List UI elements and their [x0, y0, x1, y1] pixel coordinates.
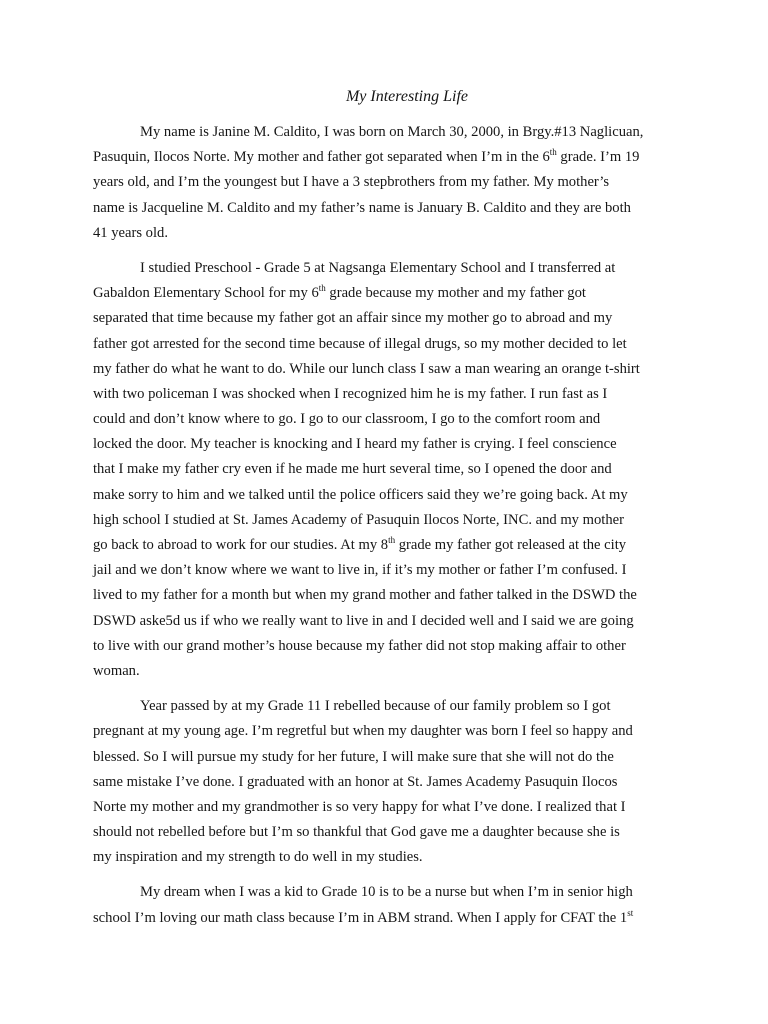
document-body: [93, 120, 679, 941]
text-run: to live with our grand mother’s house because my father did not stop making affair to other: [93, 637, 626, 654]
text-run: should not rebelled before but I’m so thankful that God gave me a daughter because she is: [93, 824, 620, 841]
text-line: [93, 820, 679, 845]
text-line: [93, 745, 679, 770]
text-line: [93, 659, 679, 684]
text-line: [93, 357, 679, 382]
text-line: [93, 845, 679, 870]
text-line: [93, 145, 679, 170]
text-line: [93, 694, 679, 719]
text-line: [93, 407, 679, 432]
text-run: with two policeman I was shocked when I recognized him he is my father. I run fast as I: [93, 385, 608, 402]
text-line: [93, 382, 679, 407]
text-run: separated that time because my father got an affair since my mother go to abroad and my: [93, 310, 613, 327]
text-run: My name is Janine M. Caldito, I was born on March 30, 2000, in Brgy.#13 Naglicuan,: [140, 124, 644, 140]
text-run: years old, and I’m the youngest but I have a 3 stepbrothers from my father. My mother’s: [93, 174, 610, 191]
text-line: [93, 221, 679, 246]
text-line: [93, 795, 679, 820]
text-run: grade. I’m 19: [556, 149, 640, 166]
text-run: grade my father got released at the city: [395, 537, 627, 553]
text-run: that I make my father cry even if he made me hurt several time, so I opened the door and: [93, 461, 612, 478]
text-line: [93, 281, 679, 306]
superscript: th: [388, 535, 396, 545]
text-line: [93, 332, 679, 357]
text-run: My dream when I was a kid to Grade 10 is to be a nurse but when I’m in senior high: [140, 884, 633, 901]
text-line: [93, 609, 679, 634]
text-line: [93, 170, 679, 195]
text-run: high school I studied at St. James Academy of Pasuquin Ilocos Norte, INC. and my mother: [93, 511, 624, 528]
text-line: [93, 306, 679, 331]
text-run: I studied Preschool - Grade 5 at Nagsanga Elementary School and I transferred at: [140, 259, 616, 276]
text-run: pregnant at my young age. I’m regretful but when my daughter was born I feel so happy and: [93, 723, 633, 740]
text-line: [93, 508, 679, 533]
text-run: name is Jacqueline M. Caldito and my father’s name is January B. Caldito and they are both: [93, 199, 631, 216]
text-run: Year passed by at my Grade 11 I rebelled because of our family problem so I got: [140, 698, 611, 715]
text-line: [93, 432, 679, 457]
text-line: [93, 457, 679, 482]
paragraph: [93, 880, 679, 930]
text-line: [93, 558, 679, 583]
text-run: grade because my mother and my father got: [325, 285, 586, 302]
document-title: My Interesting Life: [345, 88, 469, 105]
text-run: woman.: [93, 662, 140, 679]
superscript: st: [627, 907, 634, 918]
text-run: my inspiration and my strength to do well in my studies.: [93, 849, 423, 866]
text-line: [93, 256, 679, 281]
superscript: th: [318, 283, 326, 294]
text-line: [93, 719, 679, 744]
text-run: Gabaldon Elementary School for my 6: [93, 285, 319, 302]
text-line: [93, 880, 679, 905]
text-run: 41 years old.: [93, 224, 168, 241]
text-run: go back to abroad to work for our studies. At my 8: [93, 537, 389, 553]
text-run: could and don’t know where to go. I go to our classroom, I go to the comfort room and: [93, 411, 601, 428]
text-run: make sorry to him and we talked until the police officers said they we’re going back. At my: [93, 486, 628, 503]
text-run: father got arrested for the second time because of illegal drugs, so my mother decided to let: [93, 335, 627, 352]
text-run: lived to my father for a month but when my grand mother and father talked in the DSWD the: [93, 587, 637, 604]
text-run: Pasuquin, Ilocos Norte. My mother and father got separated when I’m in the 6: [93, 149, 550, 166]
text-run: blessed. So I will pursue my study for her future, I will make sure that she will not do the: [93, 748, 614, 765]
text-line: [93, 120, 679, 145]
text-line: [93, 583, 679, 608]
text-run: school I’m loving our math class because I’m in ABM strand. When I apply for CFAT the 1: [93, 909, 628, 926]
superscript: th: [549, 147, 557, 158]
text-run: my father do what he want to do. While our lunch class I saw a man wearing an orange t-shirt: [93, 360, 640, 377]
text-run: same mistake I’ve done. I graduated with an honor at St. James Academy Pasuquin Ilocos: [93, 773, 618, 790]
text-line: [93, 906, 679, 931]
text-line: [93, 634, 679, 659]
paragraph: [93, 120, 679, 246]
text-run: DSWD aske5d us if who we really want to live in and I decided well and I said we are going: [93, 612, 634, 629]
text-line: [93, 533, 679, 558]
text-run: jail and we don’t know where we want to live in, if it’s my mother or father I’m confused. I: [93, 562, 627, 579]
text-line: [93, 770, 679, 795]
text-line: [93, 483, 679, 508]
paragraph: [93, 256, 679, 684]
text-line: [93, 196, 679, 221]
paragraph: [93, 694, 679, 870]
text-run: Norte my mother and my grandmother is so very happy for what I’ve done. I realized that I: [93, 798, 626, 815]
text-run: locked the door. My teacher is knocking and I heard my father is crying. I feel conscience: [93, 436, 617, 453]
